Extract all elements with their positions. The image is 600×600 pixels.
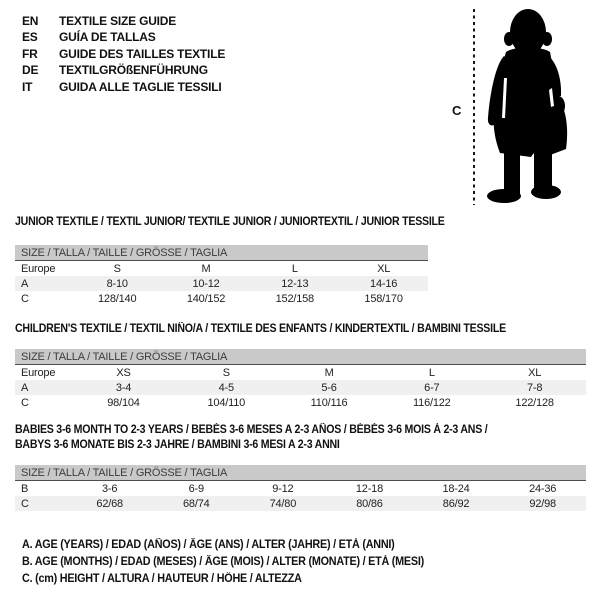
size-cell: S xyxy=(222,366,230,379)
table-row xyxy=(15,261,428,277)
row-label: C xyxy=(21,396,29,409)
size-cell: 152/158 xyxy=(275,292,314,305)
size-cell: 98/104 xyxy=(107,396,140,409)
junior-section xyxy=(15,215,445,306)
language-row xyxy=(22,29,225,45)
size-cell: 14-16 xyxy=(339,276,428,291)
size-cell: 12-13 xyxy=(250,276,339,291)
size-cell: 12-18 xyxy=(355,482,384,495)
size-cell: 158/170 xyxy=(364,292,403,305)
language-code: DE xyxy=(22,63,39,78)
size-cell: M xyxy=(201,262,211,275)
language-code: IT xyxy=(22,79,33,94)
size-cell: 104/110 xyxy=(207,396,246,409)
size-cell: 128/140 xyxy=(98,292,137,305)
row-label: Europe xyxy=(21,366,56,379)
size-cell: 122/128 xyxy=(515,396,554,409)
size-cell: S xyxy=(113,262,121,275)
language-row xyxy=(22,46,225,62)
legend-line-a: A. AGE (YEARS) / EDAD (AÑOS) / ÂGE (ANS) / ALTER (JAHRE) / ETÀ (ANNI) xyxy=(22,539,395,551)
measurement-legend xyxy=(22,537,450,589)
legend-line-b: B. AGE (MONTHS) / EDAD (MESES) / ÂGE (MOIS) / ALTER (MONATE) / ETÀ (MESI) xyxy=(22,556,425,569)
language-title-list xyxy=(22,13,225,95)
section-title-line2: BABYS 3-6 MONATE BIS 2-3 JAHRE / BAMBINI 3-6 MESI A 2-3 ANNI xyxy=(15,439,340,451)
size-cell: M xyxy=(324,366,334,379)
size-cell: 68/74 xyxy=(153,496,240,511)
size-cell: 3-6 xyxy=(102,482,118,495)
language-label: TEXTILE SIZE GUIDE xyxy=(59,14,177,28)
table-row xyxy=(15,276,428,291)
size-header-bar: SIZE / TALLA / TAILLE / GRÖSSE / TAGLIA xyxy=(15,349,586,365)
size-cell: 92/98 xyxy=(499,496,586,511)
children-size-table xyxy=(15,349,586,410)
size-cell: 116/122 xyxy=(413,396,451,409)
language-code: EN xyxy=(22,14,39,28)
size-cell: 4-5 xyxy=(175,380,278,395)
language-label: GUÍA DE TALLAS xyxy=(59,30,156,45)
size-cell: 3-4 xyxy=(72,380,175,395)
section-title: JUNIOR TEXTILE / TEXTIL JUNIOR/ TEXTILE JUNIOR / JUNIORTEXTIL / JUNIOR TESSILE xyxy=(15,216,445,228)
size-cell: 140/152 xyxy=(186,292,226,305)
size-cell: 10-12 xyxy=(162,276,251,291)
size-cell: L xyxy=(428,366,435,379)
language-label: GUIDA ALLE TAGLIE TESSILI xyxy=(59,79,222,94)
size-header-bar: SIZE / TALLA / TAILLE / GRÖSSE / TAGLIA xyxy=(15,465,586,481)
language-row xyxy=(22,13,225,29)
size-cell: 86/92 xyxy=(413,496,500,511)
size-header-bar: SIZE / TALLA / TAILLE / GRÖSSE / TAGLIA xyxy=(15,245,428,261)
size-cell: 6-7 xyxy=(380,380,483,395)
height-dashed-line xyxy=(473,9,475,205)
size-cell: 110/116 xyxy=(310,396,348,409)
size-cell: 6-9 xyxy=(188,482,204,495)
row-label: C xyxy=(15,496,66,511)
section-title-line1: BABIES 3-6 MONTH TO 2-3 YEARS / BEBÉS 3-6 MESES A 2-3 AÑOS / BÉBÉS 3-6 MOIS À 2-3 ANS / xyxy=(15,424,488,436)
size-cell: 8-10 xyxy=(73,276,162,291)
row-label: A xyxy=(15,380,72,395)
language-code: ES xyxy=(22,30,38,45)
size-cell: XL xyxy=(377,262,391,275)
toddler-silhouette-icon xyxy=(482,6,572,204)
babies-size-table xyxy=(15,465,586,511)
table-row xyxy=(15,496,586,511)
size-cell: 62/68 xyxy=(66,496,153,511)
row-label: A xyxy=(15,276,73,291)
size-cell: 7-8 xyxy=(483,380,586,395)
language-label: GUIDE DES TAILLES TEXTILE xyxy=(59,46,226,61)
table-row xyxy=(15,291,428,306)
children-section xyxy=(15,322,586,410)
size-cell: L xyxy=(291,262,298,275)
row-label: C xyxy=(21,292,29,305)
junior-size-table xyxy=(15,245,428,306)
section-title: CHILDREN'S TEXTILE / TEXTIL NIÑO/A / TEXTILE DES ENFANTS / KINDERTEXTIL / BAMBINI TESSILE xyxy=(15,323,506,335)
size-cell: 5-6 xyxy=(278,380,381,395)
table-row xyxy=(15,365,586,381)
table-row xyxy=(15,481,586,497)
language-row xyxy=(22,62,225,78)
size-cell: 80/86 xyxy=(326,496,413,511)
size-cell: 24-36 xyxy=(529,482,557,495)
language-label: TEXTILGRÖßENFÜHRUNG xyxy=(59,63,208,78)
row-label: B xyxy=(21,482,29,495)
table-row xyxy=(15,395,586,410)
size-cell: XS xyxy=(116,366,131,379)
babies-section xyxy=(15,423,586,511)
size-cell: 9-12 xyxy=(272,482,294,495)
height-marker-label: C xyxy=(452,103,462,118)
legend-line-c: C. (cm) HEIGHT / ALTURA / HAUTEUR / HÖHE / ALTEZZA xyxy=(22,573,302,586)
size-cell: 74/80 xyxy=(240,496,327,511)
language-row xyxy=(22,79,225,95)
row-label: Europe xyxy=(21,262,56,275)
language-code: FR xyxy=(22,46,38,61)
size-cell: XL xyxy=(528,366,542,379)
table-row xyxy=(15,380,586,395)
size-cell: 18-24 xyxy=(442,482,470,495)
